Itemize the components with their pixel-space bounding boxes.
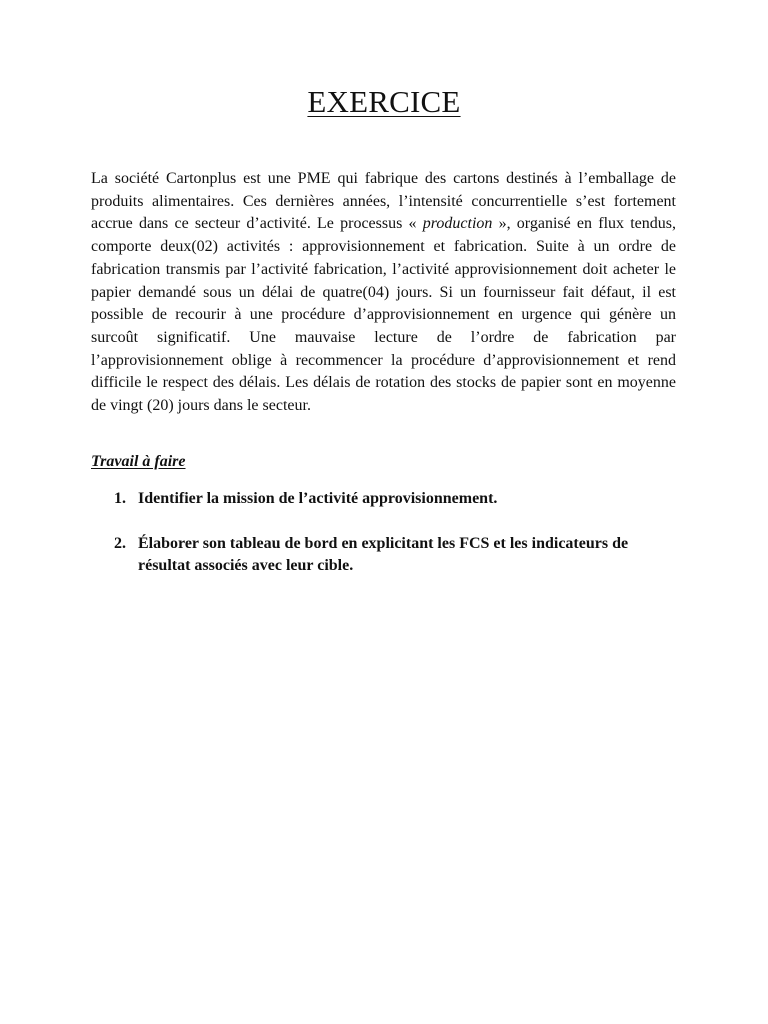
task-item-1 (91, 488, 681, 511)
task-text-2: Élaborer son tableau de bord en explicitant les FCS et les indicateurs de résultat associés avec leur cible. (138, 534, 629, 575)
task-number-1: 1. (114, 490, 126, 507)
page-title: EXERCICE (307, 84, 461, 119)
task-heading: Travail à faire (91, 453, 186, 470)
task-item-2 (91, 533, 681, 578)
task-number-2: 2. (114, 534, 126, 552)
paragraph-part-1: La société Cartonplus est une PME qui fabrique des cartons destinés à l’emballage de produits alimentaires. Ces dernières années, l’intensité concurrentielle s’est fortement accrue dans ce secteur d’activité. Le processus « (91, 170, 676, 233)
task-text-1: Identifier la mission de l’activité approvisionnement. (138, 490, 498, 507)
task-list (91, 488, 681, 600)
exercise-paragraph (91, 168, 676, 418)
paragraph-emphasis: production (422, 215, 493, 233)
paragraph-part-2: », organisé en flux tendus, comporte deux(02) activités : approvisionnement et fabrication. Suite à un ordre de fabrication transmis par l’activité fabrication, l’activité approvisionnement doit acheter le papier demandé sous un délai de quatre(04) jours. Si un fournisseur fait défaut, il est possible de recourir à une procédure d’approvisionnement en urgence qui génère un surcoût significatif. Une mauvaise lecture de l’ordre de fabrication par l’approvisionnement oblige à recommencer la procédure d’approvisionnement et rend difficile le respect des délais. Les délais de rotation des stocks de papier sont en moyenne de vingt (20) jours dans le secteur. (91, 215, 677, 415)
